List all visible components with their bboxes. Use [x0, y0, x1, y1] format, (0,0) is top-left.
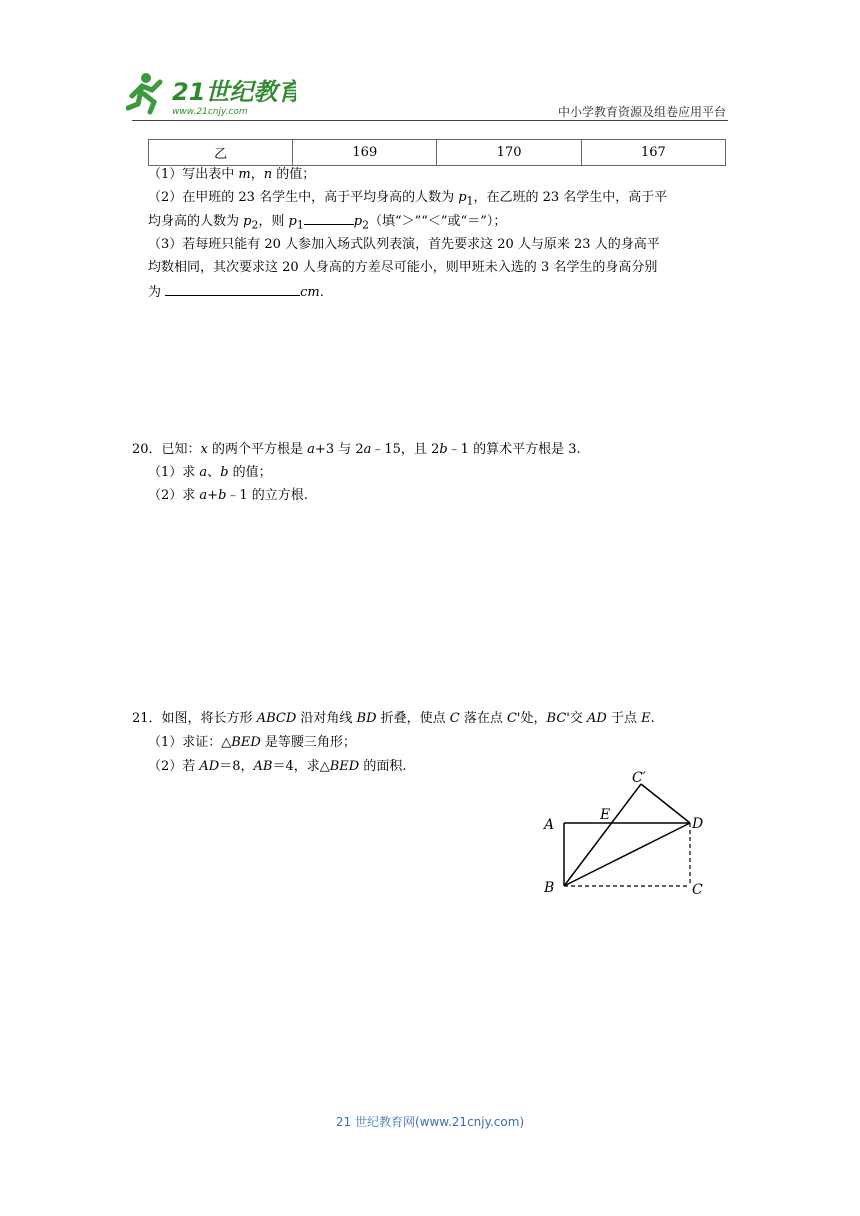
footer-link[interactable]: 21 世纪教育网(www.21cnjy.com) [335, 1115, 525, 1129]
q20-stem: 20．已知：x 的两个平方根是 a+3 与 2a﹣15，且 2b﹣1 的算术平方根是 3. [132, 442, 581, 457]
platform-name: 中小学教育资源及组卷应用平台 [557, 105, 726, 119]
q19-part3-line3: 为 cm. [148, 281, 324, 304]
logo-text: 21世纪教育 [172, 78, 296, 106]
q19-part3-line2: 均数相同，其次要求这 20 人身高的方差尽可能小，则甲班未入选的 3 名学生的身高分别 [148, 260, 658, 275]
table-cell: 167 [581, 140, 725, 166]
geometry-diagram [540, 768, 710, 898]
q21-part2: （2）若 AD＝8，AB＝4，求△BED 的面积. [148, 759, 407, 774]
label-B: B [544, 880, 555, 896]
q21-part1: （1）求证：△BED 是等腰三角形； [148, 735, 356, 750]
header-divider [132, 120, 728, 121]
table-cell: 170 [437, 140, 581, 166]
segment-C-prime-D [641, 784, 690, 823]
segment-BC-prime [564, 784, 641, 886]
segment-BD [564, 823, 690, 886]
label-A: A [544, 817, 555, 833]
logo-subtext: www.21cnjy.com [172, 107, 248, 117]
label-D: D [692, 816, 704, 832]
label-C-prime: C′ [632, 770, 646, 786]
q19-part2-line1: （2）在甲班的 23 名学生中，高于平均身高的人数为 $p_1$，在乙班的 23 名学生中，高于平 [148, 190, 668, 208]
q21-stem: 21．如图，将长方形 ABCD 沿对角线 BD 折叠，使点 C 落在点 C'处，BC'交 AD 于点 E. [132, 711, 655, 726]
folded-rectangle-figure [540, 768, 710, 902]
site-logo [126, 68, 296, 120]
label-C: C [692, 882, 703, 898]
table-row [149, 140, 726, 166]
height-table [148, 139, 726, 166]
q19-part2-line2: 均身高的人数为 $p_2$，则 $p_1$ $p_2$（填“＞”“＜”或“＝”）； [148, 210, 506, 237]
runner-logo-icon [126, 68, 296, 120]
table-cell: 169 [293, 140, 437, 166]
q20-part1: （1）求 a、b 的值； [148, 465, 272, 480]
q19-part1: （1）写出表中 m，n 的值； [148, 167, 316, 182]
q19-part3-line1: （3）若每班只能有 20 人参加入场式队列表演，首先要求这 20 人与原来 23 人的身高平 [148, 237, 660, 252]
label-E: E [600, 807, 611, 823]
answer-blank[interactable] [304, 210, 354, 225]
q20-part2: （2）求 a+b﹣1 的立方根. [148, 488, 308, 503]
answer-blank[interactable] [165, 281, 300, 296]
table-cell-class: 乙 [149, 140, 293, 166]
